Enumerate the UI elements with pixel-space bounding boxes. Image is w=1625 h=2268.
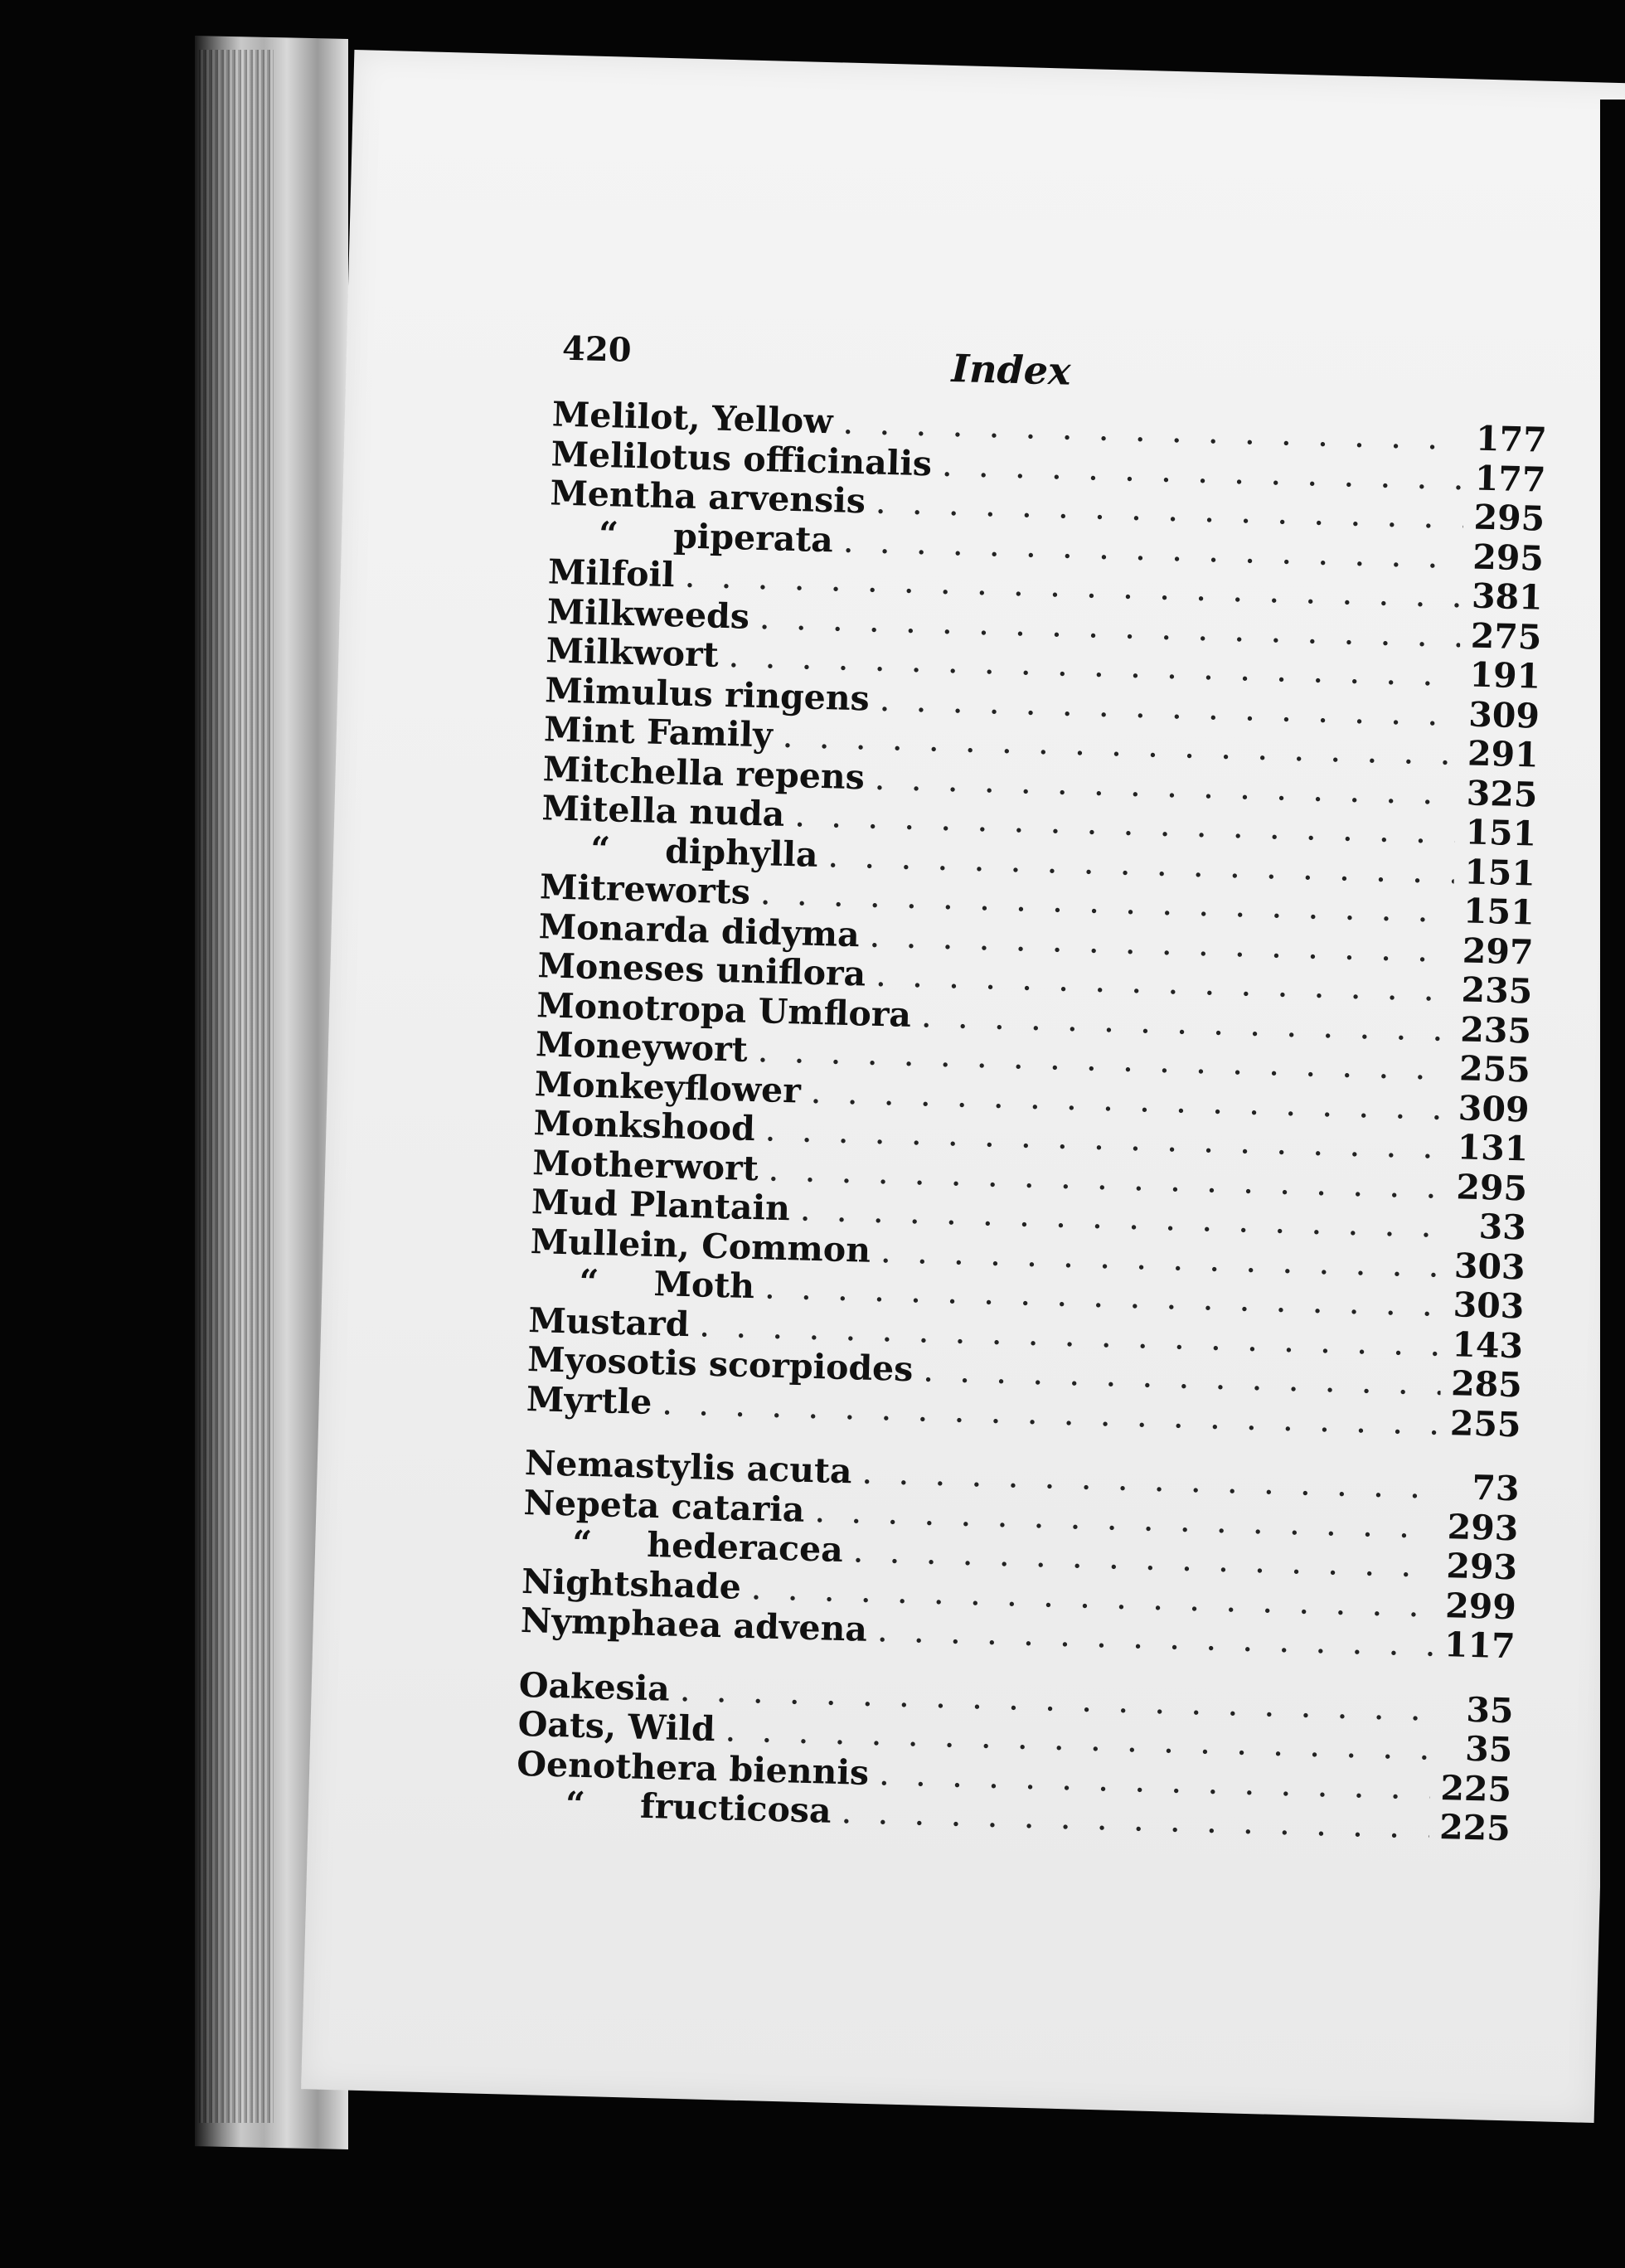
entry-term: Milfoil — [547, 551, 676, 595]
entry-term: Monotropa Umflora — [536, 984, 912, 1035]
entry-page: 143 — [1451, 1323, 1524, 1366]
entry-term: Milkwort — [545, 630, 720, 675]
entry-term: Moth — [653, 1263, 755, 1307]
entry-term: Mentha arvensis — [549, 473, 866, 522]
entry-page: 35 — [1465, 1689, 1515, 1731]
book-page — [301, 50, 1625, 2123]
entry-page: 191 — [1468, 654, 1541, 697]
index-list — [516, 395, 1548, 1848]
entry-term: Monarda didyma — [538, 906, 861, 954]
entry-page: 235 — [1459, 1008, 1532, 1051]
entry-term: piperata — [672, 515, 834, 560]
ditto-mark: “ — [598, 513, 619, 555]
entry-page: 225 — [1439, 1767, 1512, 1809]
entry-page: 293 — [1445, 1546, 1518, 1588]
entry-term: Nightshade — [521, 1561, 742, 1607]
index-group-n — [520, 1444, 1520, 1667]
entry-page: 151 — [1463, 851, 1536, 894]
entry-term: Oenothera biennis — [516, 1743, 870, 1793]
entry-term: Oakesia — [518, 1664, 671, 1709]
entry-term: Monkeyflower — [534, 1063, 802, 1111]
entry-page: 381 — [1471, 575, 1544, 618]
ditto-mark: “ — [589, 828, 611, 869]
entry-page: 325 — [1466, 772, 1539, 815]
entry-page: 293 — [1447, 1506, 1519, 1548]
entry-term: Mud Plantain — [531, 1182, 791, 1229]
entry-page: 235 — [1461, 969, 1533, 1012]
entry-term: Mint Family — [543, 709, 774, 755]
background-shadow — [1600, 100, 1625, 2173]
entry-page: 177 — [1475, 418, 1548, 460]
entry-page: 225 — [1438, 1807, 1511, 1849]
entry-term: Nemastylis acuta — [524, 1442, 853, 1492]
running-head: Index — [950, 345, 1072, 394]
entry-page: 297 — [1462, 930, 1535, 973]
entry-page: 117 — [1443, 1625, 1516, 1667]
ditto-mark: “ — [571, 1523, 593, 1564]
entry-page: 151 — [1462, 891, 1535, 933]
entry-subterm — [516, 1784, 832, 1831]
entry-term: Moneywort — [535, 1024, 749, 1070]
ditto-mark: “ — [565, 1784, 586, 1825]
entry-term: hederacea — [646, 1524, 844, 1571]
ditto-mark: “ — [579, 1261, 599, 1303]
entry-page: 255 — [1449, 1402, 1522, 1445]
entry-term: Myrtle — [526, 1378, 652, 1422]
entry-term: Mitella nuda — [541, 788, 785, 834]
page-edge-texture — [199, 50, 274, 2123]
entry-page: 303 — [1453, 1245, 1526, 1287]
entry-page: 73 — [1471, 1467, 1521, 1509]
entry-term: Melilotus officinalis — [551, 433, 933, 483]
entry-term: Milkweeds — [546, 590, 750, 637]
entry-page: 295 — [1472, 497, 1545, 539]
entry-term: Mimulus ringens — [544, 669, 871, 719]
entry-term: Oats, Wild — [517, 1703, 716, 1750]
entry-term: Nymphaea advena — [520, 1600, 868, 1649]
entry-term: Myosotis scorpiodes — [526, 1339, 914, 1390]
entry-page: 295 — [1455, 1166, 1528, 1208]
entry-page: 291 — [1467, 733, 1540, 775]
entry-page: 285 — [1450, 1363, 1523, 1406]
entry-page: 255 — [1458, 1048, 1531, 1090]
entry-term: Mitchella repens — [542, 748, 866, 797]
index-group-o — [516, 1665, 1515, 1848]
entry-page: 35 — [1464, 1728, 1513, 1770]
page-number: 420 — [561, 328, 633, 370]
entry-term: Motherwort — [531, 1142, 759, 1188]
entry-term: Mitreworts — [539, 867, 751, 912]
entry-term: diphylla — [664, 830, 819, 875]
index-group-m — [526, 395, 1547, 1445]
entry-term: Monkshood — [533, 1103, 756, 1149]
entry-page: 177 — [1474, 458, 1547, 500]
entry-page: 295 — [1472, 537, 1545, 579]
entry-page: 275 — [1470, 614, 1543, 658]
entry-term: Melilot, Yellow — [551, 394, 834, 442]
entry-term: Mustard — [527, 1299, 691, 1344]
entry-term: Moneses uniflora — [537, 945, 866, 994]
entry-page: 151 — [1465, 812, 1537, 854]
entry-page: 131 — [1457, 1127, 1529, 1169]
entry-page: 303 — [1453, 1285, 1525, 1327]
entry-term: Mullein, Common — [530, 1221, 871, 1270]
entry-term: Nepeta cataria — [523, 1482, 806, 1530]
entry-term: fructicosa — [639, 1785, 832, 1831]
entry-page: 309 — [1458, 1087, 1530, 1130]
entry-subterm — [529, 1261, 755, 1307]
entry-page: 33 — [1478, 1207, 1527, 1248]
entry-page: 309 — [1467, 693, 1540, 736]
entry-page: 299 — [1444, 1585, 1517, 1627]
